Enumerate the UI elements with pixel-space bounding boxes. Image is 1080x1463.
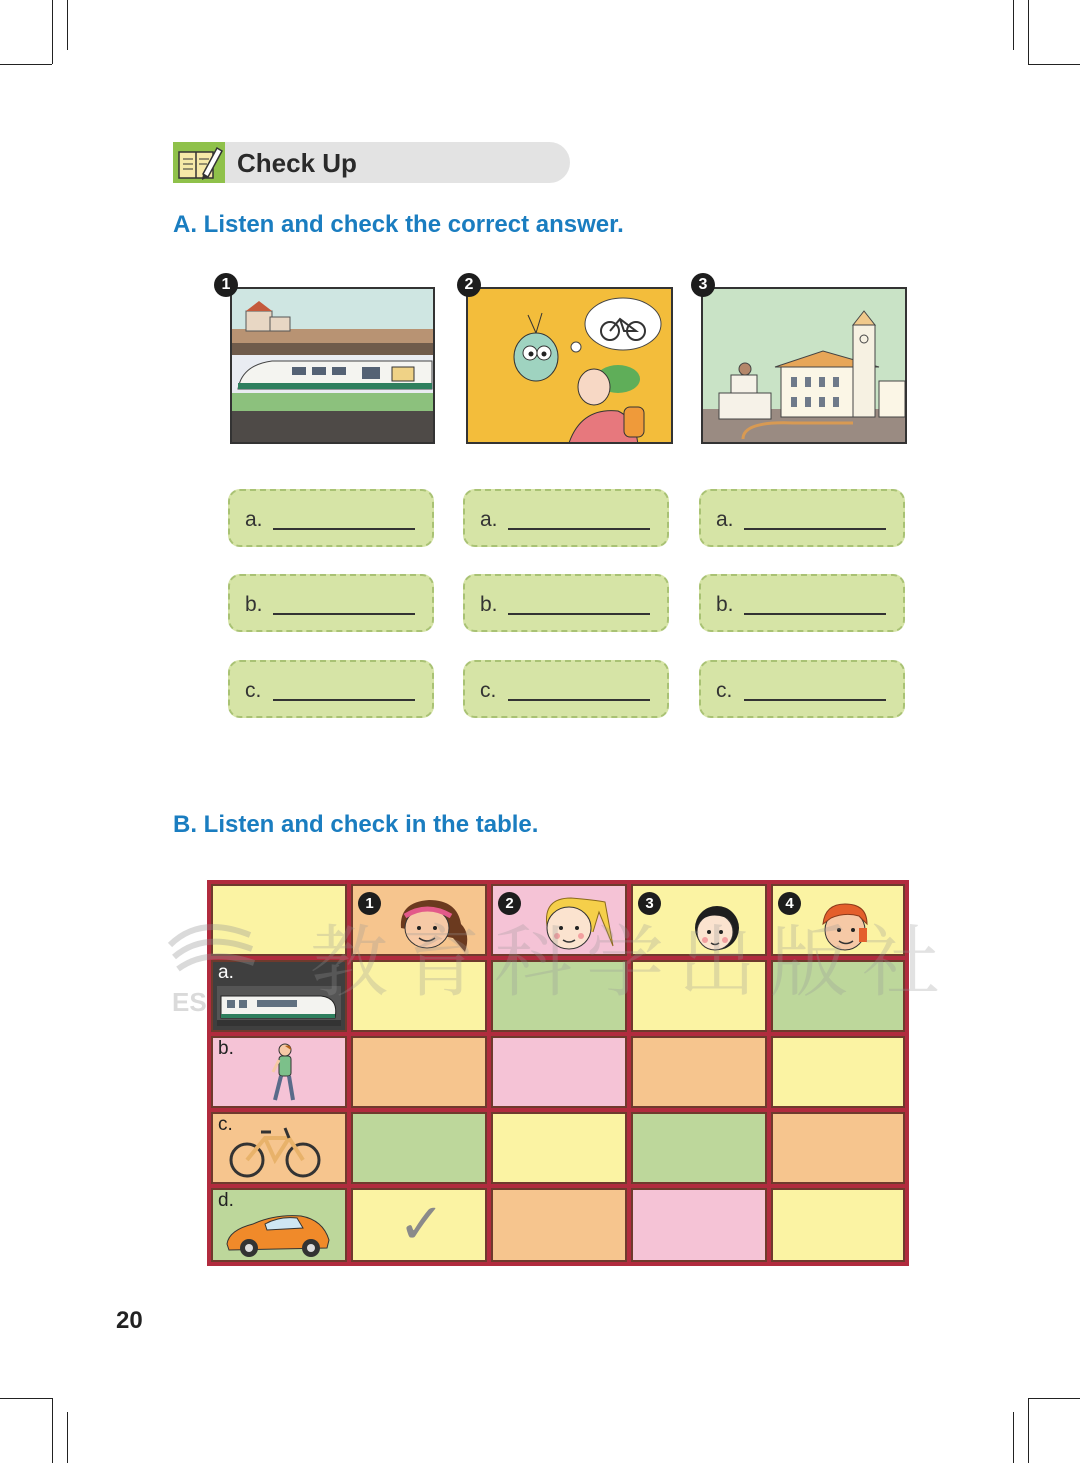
table-cell-b2[interactable] (491, 1036, 627, 1108)
option-letter: a. (716, 508, 734, 531)
answer-blank-line (508, 699, 650, 701)
answer-option-1c[interactable] (228, 660, 434, 718)
row-header-c (211, 1112, 347, 1184)
crop-mark (52, 0, 53, 64)
picture-number-badge: 3 (691, 273, 715, 297)
section-title: Check Up (237, 148, 357, 178)
column-number-badge: 1 (358, 892, 381, 915)
car-icon (223, 1206, 335, 1260)
answer-blank-line (744, 613, 886, 615)
answer-option-1b[interactable] (228, 574, 434, 632)
table-cell-b1[interactable] (351, 1036, 487, 1108)
picture-1-train-scene (230, 287, 435, 444)
answer-blank-line (273, 699, 415, 701)
crop-mark (1028, 1398, 1029, 1463)
answer-blank-line (744, 699, 886, 701)
answer-option-2b[interactable] (463, 574, 669, 632)
row-header-b (211, 1036, 347, 1108)
option-letter: c. (245, 679, 262, 702)
picture-3-school-scene (701, 287, 907, 444)
picture-2-bicycle-scene (466, 287, 673, 444)
answer-option-2a[interactable] (463, 489, 669, 547)
row-letter: b. (218, 1038, 234, 1059)
row-letter: c. (218, 1114, 233, 1135)
crop-mark (1028, 0, 1029, 64)
option-letter: b. (716, 593, 734, 616)
answer-option-2c[interactable] (463, 660, 669, 718)
table-cell-c3[interactable] (631, 1112, 767, 1184)
crop-mark (67, 1412, 68, 1463)
answer-option-3a[interactable] (699, 489, 905, 547)
option-letter: b. (245, 593, 263, 616)
answer-blank-line (273, 613, 415, 615)
picture-number-badge: 2 (457, 273, 481, 297)
answer-option-3b[interactable] (699, 574, 905, 632)
answer-blank-line (508, 613, 650, 615)
walking-person-icon (267, 1042, 303, 1106)
option-letter: a. (480, 508, 498, 531)
crop-mark (1028, 1398, 1080, 1399)
column-number-badge: 4 (778, 892, 801, 915)
answer-blank-line (273, 528, 415, 530)
option-letter: a. (245, 508, 263, 531)
crop-mark (0, 1398, 52, 1399)
option-letter: c. (716, 679, 733, 702)
table-cell-c4[interactable] (771, 1112, 905, 1184)
table-cell-c2[interactable] (491, 1112, 627, 1184)
row-header-d (211, 1188, 347, 1262)
school-building-illustration (703, 289, 907, 444)
option-letter: b. (480, 593, 498, 616)
answer-option-3c[interactable] (699, 660, 905, 718)
bicycle-thought-illustration (468, 289, 673, 444)
bicycle-icon (227, 1120, 323, 1180)
notebook-pencil-icon (173, 142, 225, 183)
part-a-heading: A. Listen and check the correct answer. (173, 211, 624, 238)
checkmark-icon: ✓ (398, 1192, 445, 1257)
table-cell-d2[interactable] (491, 1188, 627, 1262)
train-station-illustration (232, 289, 435, 444)
row-letter: a. (218, 962, 234, 983)
table-cell-d3[interactable] (631, 1188, 767, 1262)
part-b-heading: B. Listen and check in the table. (173, 811, 539, 838)
table-cell-b3[interactable] (631, 1036, 767, 1108)
publisher-watermark: 教育科学出版社 (310, 918, 955, 1008)
table-cell-d4[interactable] (771, 1188, 905, 1262)
watermark-logo-text: ES (172, 987, 207, 1015)
answer-blank-line (508, 528, 650, 530)
table-cell-d1[interactable] (351, 1188, 487, 1262)
crop-mark (52, 1398, 53, 1463)
table-cell-b4[interactable] (771, 1036, 905, 1108)
column-number-badge: 2 (498, 892, 521, 915)
publisher-watermark-logo (160, 905, 270, 1015)
option-letter: c. (480, 679, 497, 702)
column-number-badge: 3 (638, 892, 661, 915)
crop-mark (1013, 1412, 1014, 1463)
crop-mark (1013, 0, 1014, 50)
row-letter: d. (218, 1190, 234, 1211)
crop-mark (67, 0, 68, 50)
answer-option-1a[interactable] (228, 489, 434, 547)
crop-mark (1028, 64, 1080, 65)
page-number: 20 (116, 1307, 143, 1334)
answer-blank-line (744, 528, 886, 530)
table-cell-c1[interactable] (351, 1112, 487, 1184)
picture-number-badge: 1 (214, 273, 238, 297)
crop-mark (0, 64, 52, 65)
section-banner (173, 142, 570, 183)
